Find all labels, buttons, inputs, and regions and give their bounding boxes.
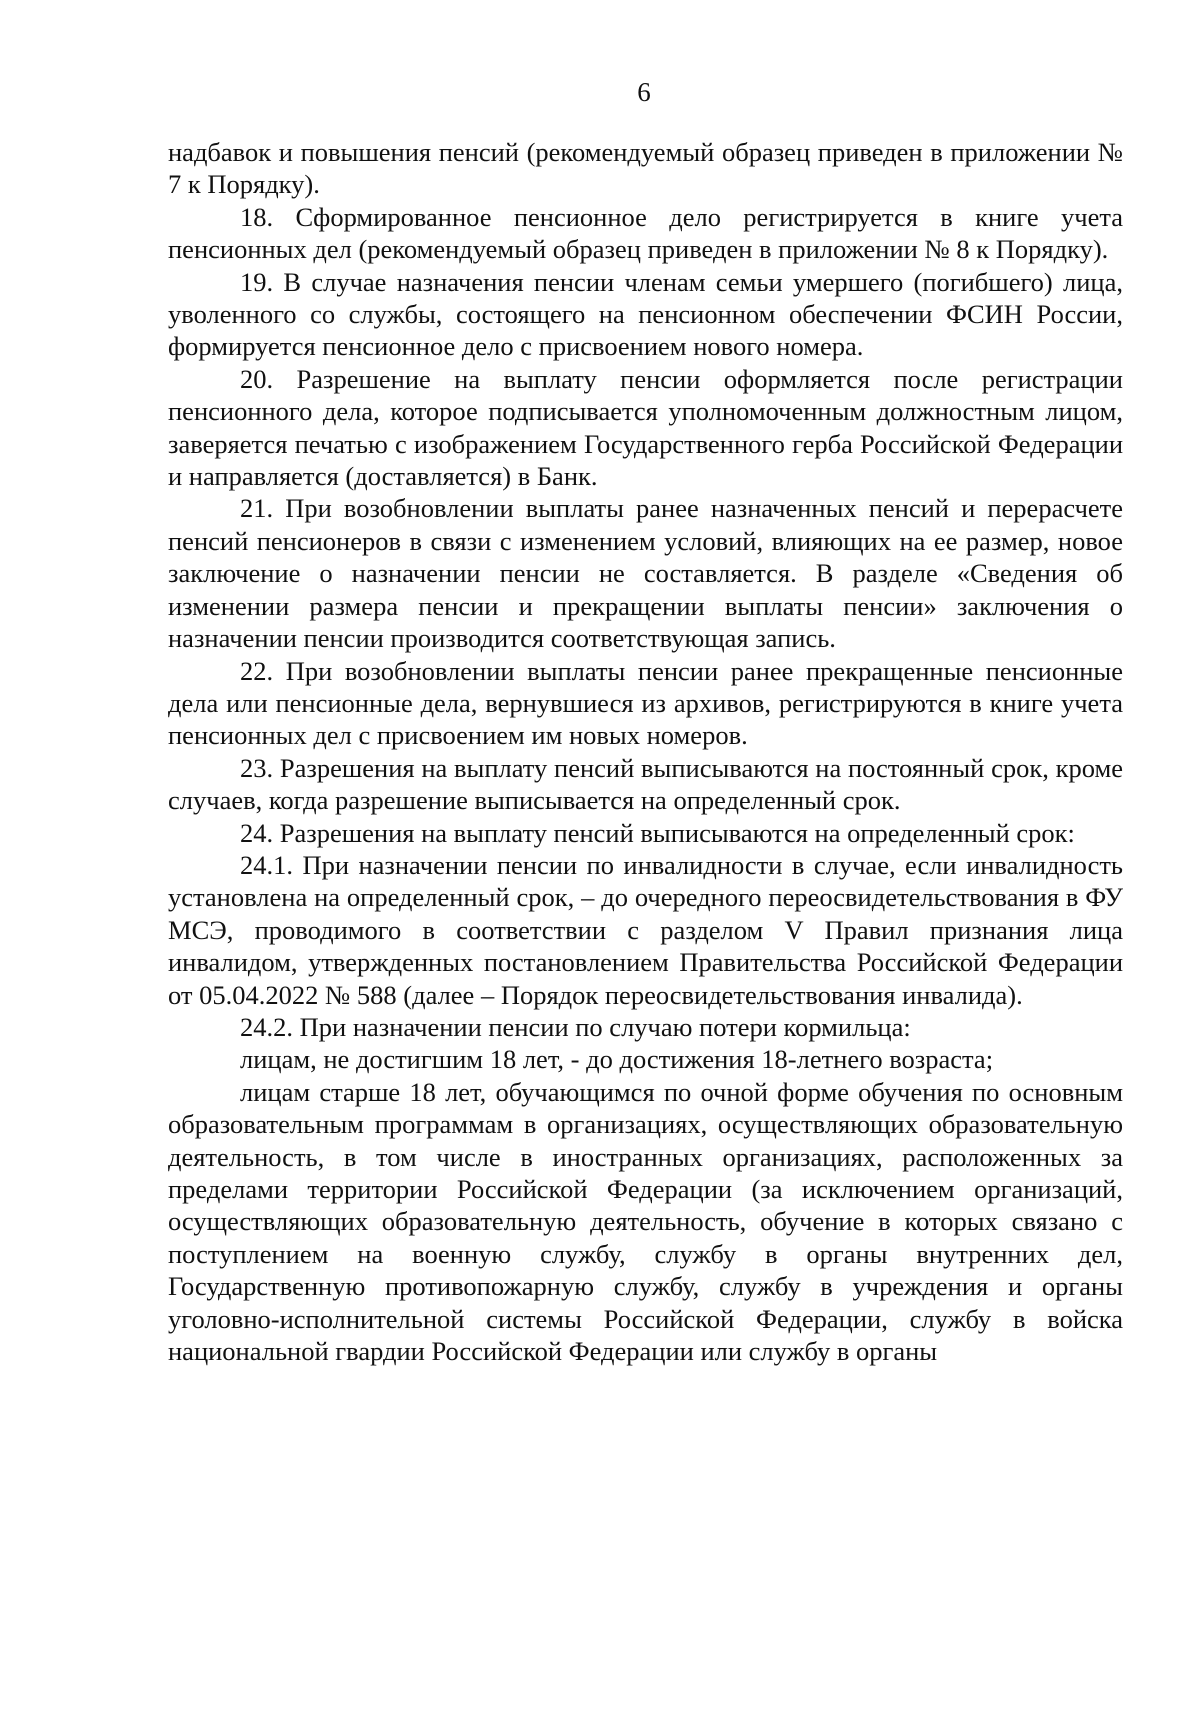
paragraph: лицам старше 18 лет, обучающимся по очной форме обучения по основным образовательным программам в организациях, осуществляющих образовательную деятельность, в том числе в иностранных организациях, расположенных за пределами территории Российской Федерации (за исключением организаций, осуществляющих образовательную деятельность, обучение в которых связано с поступлением на военную службу, службу в органы внутренних дел, Государственную противопожарную службу, службу в учреждения и органы уголовно-исполнительной системы Российской Федерации, службу в войска национальной гвардии Российской Федерации или службу в органы — [168, 1076, 1123, 1367]
paragraph: 20. Разрешение на выплату пенсии оформляется после регистрации пенсионного дела, которое подписывается уполномоченным должностным лицом, заверяется печатью с изображением Государственного герба Российской Федерации и направляется (доставляется) в Банк. — [168, 363, 1123, 492]
paragraph: надбавок и повышения пенсий (рекомендуемый образец приведен в приложении № 7 к Порядку). — [168, 137, 1123, 200]
paragraph: 24. Разрешения на выплату пенсий выписываются на определенный срок: — [240, 817, 1075, 848]
paragraph: 18. Сформированное пенсионное дело регистрируется в книге учета пенсионных дел (рекомендуемый образец приведен в приложении № 8 к Порядку). — [168, 201, 1123, 265]
paragraph: 23. Разрешения на выплату пенсий выписываются на постоянный срок, кроме случаев, когда разрешение выписывается на определенный срок. — [168, 752, 1123, 816]
paragraph: 24.2. При назначении пенсии по случаю потери кормильца: — [240, 1011, 911, 1042]
paragraph: 19. В случае назначения пенсии членам семьи умершего (погибшего) лица, уволенного со службы, состоящего на пенсионном обеспечении ФСИН России, формируется пенсионное дело с присвоением нового номера. — [168, 266, 1123, 362]
paragraph: 21. При возобновлении выплаты ранее назначенных пенсий и перерасчете пенсий пенсионеров в связи с изменением условий, влияющих на ее размер, новое заключение о назначении пенсии не составляется. В разделе «Сведения об изменении размера пенсии и прекращении выплаты пенсии» заключения о назначении пенсии производится соответствующая запись. — [168, 493, 1123, 654]
document-body — [168, 136, 1123, 1367]
paragraph: лицам, не достигшим 18 лет, - до достижения 18-летнего возраста; — [240, 1044, 994, 1075]
page-number: 6 — [637, 77, 651, 107]
paragraph: 24.1. При назначении пенсии по инвалидности в случае, если инвалидность установлена на определенный срок, – до очередного переосвидетельствования в ФУ МСЭ, проводимого в соответствии с разделом V Правил признания лица инвалидом, утвержденных постановлением Правительства Российской Федерации от 05.04.2022 № 588 (далее – Порядок переосвидетельствования инвалида). — [168, 849, 1123, 1010]
paragraph: 22. При возобновлении выплаты пенсии ранее прекращенные пенсионные дела или пенсионные дела, вернувшиеся из архивов, регистрируются в книге учета пенсионных дел с присвоением им новых номеров. — [168, 655, 1123, 751]
